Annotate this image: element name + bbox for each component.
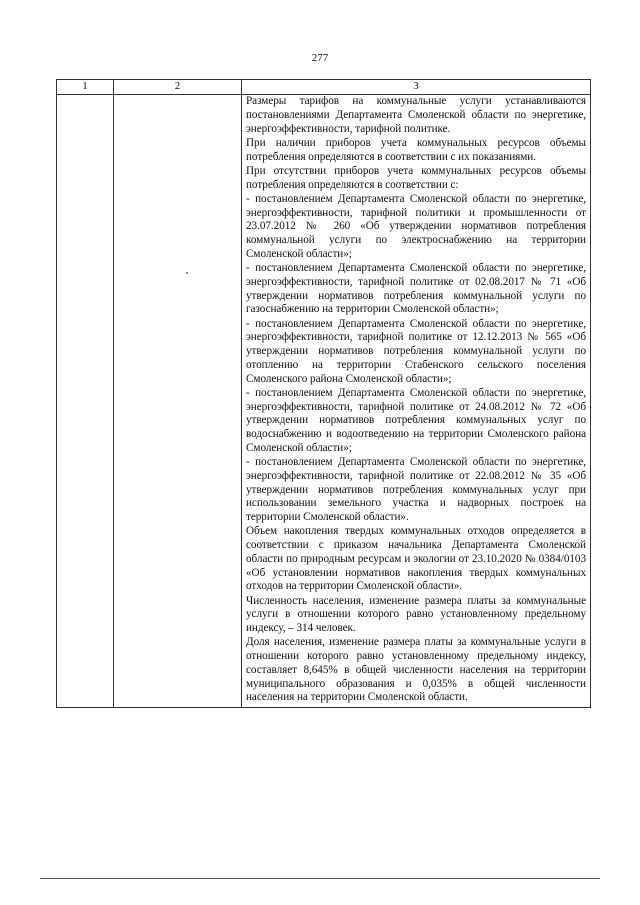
- paragraph-heating-norms: - постановлением Департамента Смоленской области по энергетике, энергоэффективности, тарифной политике от 12.12.2013 № 565 «Об утверждении нормативов потребления коммунальной услуги по отоплению на территории Стабенского сельского поселения Смоленского района Смоленской области»;: [246, 317, 586, 385]
- document-table: [56, 79, 591, 708]
- paragraph-meters-absent: При отсутствии приборов учета коммунальных ресурсов объемы потребления определяются в соответствии с:: [246, 164, 586, 191]
- cell-col-1: [57, 95, 114, 708]
- scan-speck: [186, 272, 188, 274]
- paragraph-population-count: Численность населения, изменение размера платы за коммунальные услуги в отношении которого равно установленному предельному индексу, – 314 человек.: [246, 594, 586, 634]
- paragraph-waste-volume: Объем накопления твердых коммунальных отходов определяется в соответствии с приказом начальника Департамента Смоленской области по природным ресурсам и экологии от 23.10.2020 № 0384/0103 «Об установлении нормативов накопления твердых коммунальных отходов на территории Смоленской области».: [246, 525, 586, 593]
- cell-col-3: [242, 95, 591, 708]
- cell-col-2: [114, 95, 242, 708]
- paragraph-land-norms: - постановлением Департамента Смоленской области по энергетике, энергоэффективности, тарифной политике от 22.08.2012 № 35 «Об утверждении нормативов потребления коммунальных услуг при использовании земельного участка и надворных построек на территории Смоленской области».: [246, 456, 586, 523]
- table-row: [57, 95, 591, 708]
- paragraph-water-norms: - постановлением Департамента Смоленской области по энергетике, энергоэффективности, тарифной политике от 24.08.2012 № 72 «Об утверждении нормативов потребления коммунальных услуг по водоснабжению и водоотведению на территории Смоленского района Смоленской области»;: [246, 386, 586, 454]
- column-header-3: 3: [242, 80, 591, 95]
- table-header-row: [57, 80, 591, 95]
- column-header-2: 2: [114, 80, 242, 95]
- paragraph-electricity-norms: - постановлением Департамента Смоленской области по энергетике, энергоэффективности, тарифной политики и промышленности от 23.07.2012 № 260 «Об утверждении нормативов потребления коммунальной услуги по электроснабжению на территории Смоленской области»;: [246, 192, 586, 260]
- paragraph-tariffs: Размеры тарифов на коммунальные услуги устанавливаются постановлениями Департамента Смоленской области по энергетике, энергоэффективности, тарифной политике.: [246, 95, 586, 135]
- paragraph-population-share: Доля населения, изменение размера платы за коммунальные услуги в отношении которого равно установленному предельному индексу, составляет 8,645% в общей численности населения на территории муниципального образования и 0,035% в общей численности населения на территории Смоленской области.: [246, 636, 586, 704]
- scan-edge-line: [40, 878, 600, 879]
- column-header-1: 1: [57, 80, 114, 95]
- paragraph-gas-norms: - постановлением Департамента Смоленской области по энергетике, энергоэффективности, тарифной политике от 02.08.2017 № 71 «Об утверждении нормативов потребления коммунальной услуги по газоснабжению на территории Смоленской области»;: [246, 262, 586, 316]
- paragraph-meters-present: При наличии приборов учета коммунальных ресурсов объемы потребления определяются в соответствии с их показаниями.: [246, 136, 586, 163]
- page-number: 277: [311, 52, 329, 64]
